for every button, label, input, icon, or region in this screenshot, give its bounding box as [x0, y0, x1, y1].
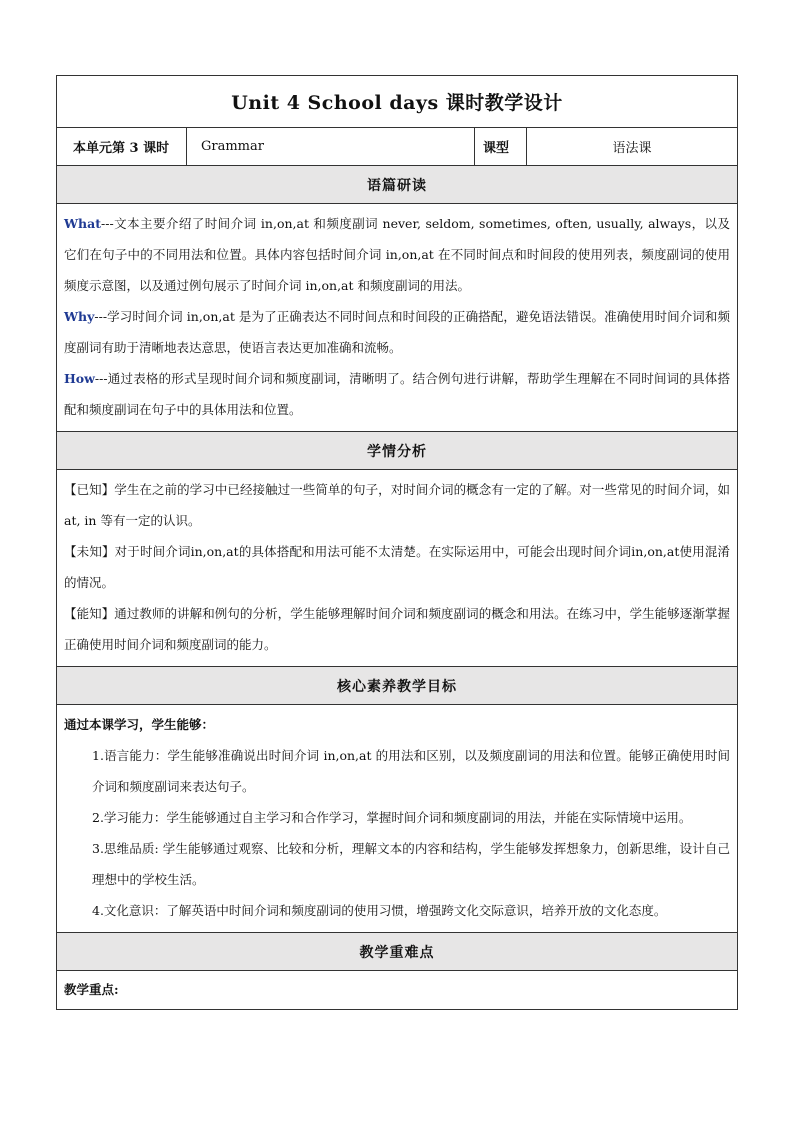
known-paragraph: 【已知】学生在之前的学习中已经接触过一些简单的句子，对时间介词的概念有一定的了解。对一些常见的时间介词，如 at, in 等有一定的认识。 — [64, 482, 730, 528]
section-heading-goals: 核心素养教学目标 — [57, 667, 737, 705]
how-keyword: How — [64, 371, 95, 386]
what-text: ---文本主要介绍了时间介词 in,on,at 和频度副词 never, seldom, sometimes, often, usually, always，以及它们在句子中的不同用法和位置。具体内容包括时间介词 in,on,at 在不同时间点和时间段的使用列表，频度副词的使用频度示意图，以及通过例句展示了时间介词 in,on,at 和频度副词的用法。 — [64, 216, 730, 293]
section-heading-student-analysis: 学情分析 — [57, 432, 737, 470]
lesson-topic: Grammar — [187, 128, 475, 165]
why-text: ---学习时间介词 in,on,at 是为了正确表达不同时间点和时间段的正确搭配，避免语法错误。准确使用时间介词和频度副词有助于清晰地表达意思，使语言表达更加准确和流畅。 — [64, 309, 730, 355]
unknown-paragraph: 【未知】对于时间介词in,on,at的具体搭配和用法可能不太清楚。在实际运用中，可能会出现时间介词in,on,at使用混淆的情况。 — [64, 544, 730, 590]
key-points-label: 教学重点: — [64, 982, 119, 997]
text-study-content — [57, 204, 737, 432]
lesson-type-label: 课型 — [475, 128, 527, 165]
why-keyword: Why — [64, 309, 95, 324]
what-keyword: What — [64, 216, 101, 231]
goals-intro: 通过本课学习，学生能够： — [64, 717, 215, 732]
goals-content — [57, 705, 737, 933]
how-paragraph — [64, 363, 730, 425]
how-text: ---通过表格的形式呈现时间介词和频度副词，清晰明了。结合例句进行讲解，帮助学生理解在不同时间词的具体搭配和频度副词在句子中的具体用法和位置。 — [64, 371, 730, 417]
why-paragraph — [64, 301, 730, 363]
document-title: Unit 4 School days 课时教学设计 — [57, 76, 737, 128]
lesson-type-value: 语法课 — [612, 141, 652, 156]
able-paragraph: 【能知】通过教师的讲解和例句的分析，学生能够理解时间介词和频度副词的概念和用法。在练习中，学生能够逐渐掌握正确使用时间介词和频度副词的能力。 — [64, 606, 730, 652]
section-heading-text-study: 语篇研读 — [57, 166, 737, 204]
what-paragraph — [64, 208, 730, 301]
lesson-number-label: 本单元第 3 课时 — [57, 128, 187, 165]
goal-item: 4.文化意识：了解英语中时间介词和频度副词的使用习惯，增强跨文化交际意识，培养开放的文化态度。 — [92, 903, 667, 918]
goal-item: 1.语言能力：学生能够准确说出时间介词 in,on,at 的用法和区别，以及频度副词的用法和位置。能够正确使用时间介词和频度副词来表达句子。 — [92, 748, 730, 794]
section-heading-key-points: 教学重难点 — [57, 933, 737, 971]
student-analysis-content — [57, 470, 737, 667]
lesson-info-row — [57, 128, 737, 166]
goal-item: 3.思维品质: 学生能够通过观察、比较和分析，理解文本的内容和结构，学生能够发挥想象力，创新思维，设计自己理想中的学校生活。 — [92, 841, 730, 887]
goal-item: 2.学习能力：学生能够通过自主学习和合作学习，掌握时间介词和频度副词的用法，并能在实际情境中运用。 — [92, 810, 692, 825]
lesson-plan-table — [56, 75, 738, 1010]
